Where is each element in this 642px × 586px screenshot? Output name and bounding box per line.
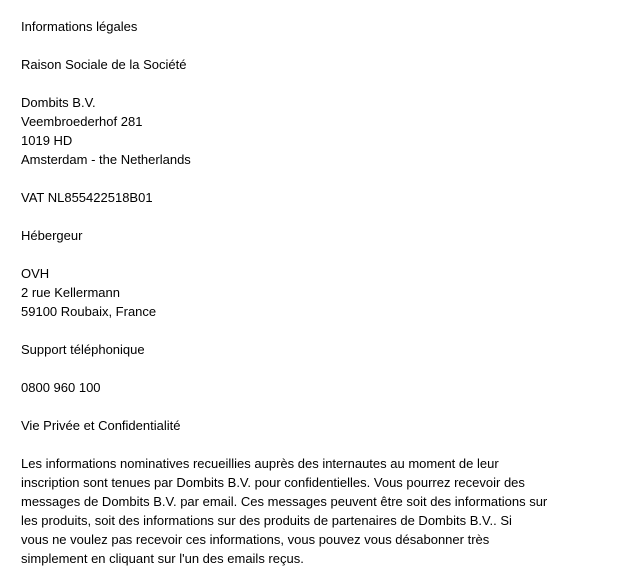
- company-street: Veembroederhof 281: [21, 114, 143, 129]
- company-name: Dombits B.V.: [21, 95, 96, 110]
- privacy-paragraph-line: simplement en cliquant sur l'un des emails reçus.: [21, 551, 304, 566]
- support-section-heading-block: [21, 340, 621, 359]
- host-city-country: 59100 Roubaix, France: [21, 304, 157, 319]
- company-section-heading-block: [21, 55, 621, 74]
- host-section-heading-block: [21, 226, 621, 245]
- support-phone-number: 0800 960 100: [21, 380, 101, 395]
- support-section-heading: Support téléphonique: [21, 342, 145, 357]
- privacy-paragraph-line: inscription sont tenues par Dombits B.V. pour confidentielles. Vous pourrez recevoir des: [21, 475, 525, 490]
- host-section-heading: Hébergeur: [21, 228, 83, 243]
- page-title-block: [21, 17, 621, 36]
- privacy-section-heading-block: [21, 416, 621, 435]
- page-title: Informations légales: [21, 19, 138, 34]
- support-phone-block: [21, 378, 621, 397]
- privacy-paragraph: [21, 454, 621, 568]
- privacy-section-heading: Vie Privée et Confidentialité: [21, 418, 181, 433]
- host-street: 2 rue Kellermann: [21, 285, 120, 300]
- company-postal-code: 1019 HD: [21, 133, 73, 148]
- company-address-block: [21, 93, 621, 169]
- company-section-heading: Raison Sociale de la Société: [21, 57, 187, 72]
- privacy-paragraph-line: Les informations nominatives recueillies auprès des internautes au moment de leur: [21, 456, 499, 471]
- privacy-paragraph-line: messages de Dombits B.V. par email. Ces messages peuvent être soit des informations sur: [21, 494, 548, 509]
- privacy-paragraph-line: vous ne voulez pas recevoir ces informations, vous pouvez vous désabonner très: [21, 532, 490, 547]
- privacy-paragraph-line: les produits, soit des informations sur des produits de partenaires de Dombits B.V.. Si: [21, 513, 512, 528]
- host-name: OVH: [21, 266, 50, 281]
- host-address-block: [21, 264, 621, 321]
- company-city-country: Amsterdam - the Netherlands: [21, 152, 191, 167]
- vat-number: VAT NL855422518B01: [21, 190, 153, 205]
- vat-number-block: [21, 188, 621, 207]
